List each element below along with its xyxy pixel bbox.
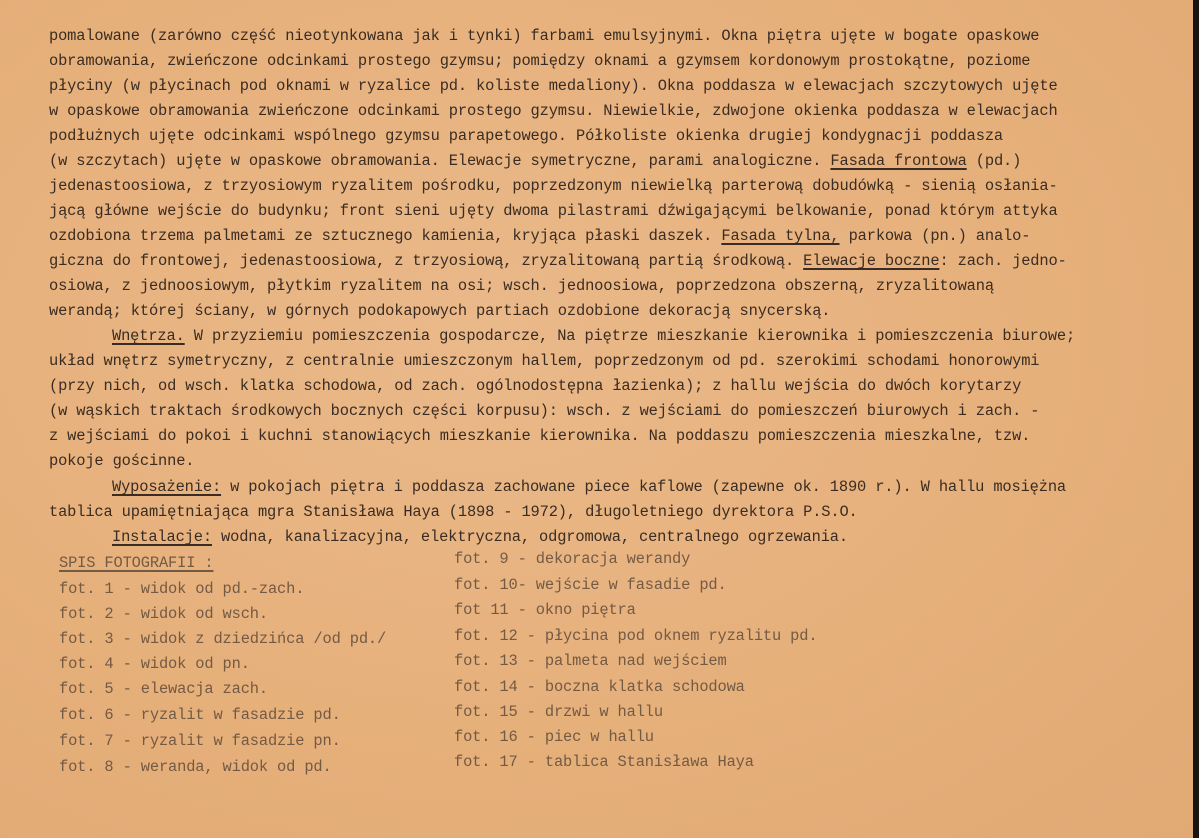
text-line bbox=[112, 478, 1066, 496]
text-segment: parkowa (pn.) analo- bbox=[839, 227, 1031, 245]
text-segment: giczna do frontowej, jedenastoosiowa, z trzyosiową, zryzalitowaną partią środkową. bbox=[49, 252, 795, 270]
text-line bbox=[112, 528, 848, 546]
text-segment: : zach. jedno- bbox=[939, 252, 1067, 270]
text-segment: (pd.) bbox=[966, 152, 1022, 170]
text-line: tablica upamiętniająca mgra Stanisława Haya (1898 - 1972), długoletniego dyrektora P.S.O. bbox=[49, 503, 858, 521]
section-heading-fasada-frontowa: Fasada frontowa bbox=[830, 152, 967, 170]
photo-list-item: fot. 12 - płycina pod oknem ryzalitu pd. bbox=[454, 627, 818, 645]
text-line: podłużnych ujęte odcinkami wspólnego gzymsu parapetowego. Półkoliste okienka drugiej kondygnacji poddasza bbox=[49, 127, 1004, 145]
text-line: (przy nich, od wsch. klatka schodowa, od zach. ogólnodostępna łazienka); z hallu wejścia do dwóch korytarzy bbox=[49, 377, 1022, 395]
photo-list-item: fot. 10- wejście w fasadie pd. bbox=[454, 576, 727, 594]
text-line: w opaskowe obramowania zwieńczone odcinkami prostego gzymsu. Niewielkie, zdwojone okienka poddasza w elewacjach bbox=[49, 102, 1058, 120]
text-segment: wodna, kanalizacyjna, elektryczna, odgromowa, centralnego ogrzewania. bbox=[211, 528, 848, 546]
text-line: pomalowane (zarówno część nieotynkowana jak i tynki) farbami emulsyjnymi. Okna piętra ujęte w bogate opaskowe bbox=[49, 27, 1040, 45]
text-line: układ wnętrz symetryczny, z centralnie umieszczonym hallem, poprzedzonym od pd. szerokimi schodami honorowymi bbox=[49, 352, 1040, 370]
text-line: płyciny (w płycinach pod oknami w ryzalice pd. koliste medaliony). Okna poddasza w elewacjach szczytowych ujęte bbox=[49, 77, 1058, 95]
text-line: jedenastoosiowa, z trzyosiowym ryzalitem pośrodku, poprzedzonym niewielką parterową dobudówką - sienią osłania- bbox=[49, 177, 1058, 195]
section-heading-wyposazenie: Wyposażenie: bbox=[112, 478, 222, 496]
photo-list-item: fot. 9 - dekoracja werandy bbox=[454, 550, 691, 568]
text-line: (w wąskich traktach środkowych bocznych części korpusu): wsch. z wejściami do pomieszczeń biurowych i zach. - bbox=[49, 402, 1040, 420]
photo-list-item: fot. 14 - boczna klatka schodowa bbox=[454, 678, 745, 696]
section-heading-elewacje-boczne: Elewacje boczne bbox=[803, 252, 940, 270]
photo-list-item: fot. 8 - weranda, widok od pd. bbox=[59, 758, 332, 776]
text-segment: W przyziemiu pomieszczenia gospodarcze, Na piętrze mieszkanie kierownika i pomieszczenia biurowe; bbox=[184, 327, 1076, 345]
text-segment: w pokojach piętra i poddasza zachowane piece kaflowe (zapewne ok. 1890 r.). W hallu mosiężna bbox=[221, 478, 1067, 496]
section-heading-instalacje: Instalacje: bbox=[112, 528, 212, 546]
photo-list-item: fot. 5 - elewacja zach. bbox=[59, 680, 268, 698]
photo-list-item: fot. 13 - palmeta nad wejściem bbox=[454, 652, 727, 670]
text-line: pokoje gościnne. bbox=[49, 452, 195, 470]
text-line: z wejściami do pokoi i kuchni stanowiących mieszkanie kierownika. Na poddaszu pomieszczenia mieszkalne, tzw. bbox=[49, 427, 1031, 445]
section-heading-fasada-tylna: Fasada tylna, bbox=[721, 227, 840, 245]
text-line bbox=[49, 152, 1021, 170]
photo-list-item: fot. 1 - widok od pd.-zach. bbox=[59, 580, 305, 598]
photo-list-item: fot. 7 - ryzalit w fasadzie pn. bbox=[59, 732, 341, 750]
photo-list-item: fot. 16 - piec w hallu bbox=[454, 728, 654, 746]
text-line: osiowa, z jednoosiowym, płytkim ryzalitem na osi; wsch. jednoosiowa, poprzedzona obszerną, zryzalitowaną bbox=[49, 277, 994, 295]
section-heading-wnetrza: Wnętrza. bbox=[112, 327, 185, 345]
photo-list-item: fot. 2 - widok od wsch. bbox=[59, 605, 268, 623]
page-edge bbox=[1193, 0, 1199, 838]
text-line: jącą główne wejście do budynku; front sieni ujęty dwoma pilastrami dźwigającymi belkowanie, ponad którym attyka bbox=[49, 202, 1058, 220]
photo-list-item: fot. 17 - tablica Stanisława Haya bbox=[454, 753, 754, 771]
text-segment: (w szczytach) ujęte w opaskowe obramowania. Elewacje symetryczne, parami analogiczne. bbox=[49, 152, 822, 170]
photo-list-item: fot. 3 - widok z dziedzińca /od pd./ bbox=[59, 630, 387, 648]
photo-list-item: fot. 15 - drzwi w hallu bbox=[454, 703, 663, 721]
photo-list-title: SPIS FOTOGRAFII : bbox=[59, 554, 214, 572]
photo-list-item: fot. 6 - ryzalit w fasadzie pd. bbox=[59, 706, 341, 724]
photo-list-item: fot. 4 - widok od pn. bbox=[59, 655, 250, 673]
text-line bbox=[49, 227, 1030, 245]
photo-list-item: fot 11 - okno piętra bbox=[454, 601, 636, 619]
text-line bbox=[49, 252, 1067, 270]
text-line: obramowania, zwieńczone odcinkami prostego gzymsu; pomiędzy oknami a gzymsem kordonowym prostokątne, poziome bbox=[49, 52, 1031, 70]
text-line: werandą; której ściany, w górnych podokapowych partiach ozdobione dekoracją snycerską. bbox=[49, 302, 831, 320]
text-line bbox=[112, 327, 1075, 345]
text-segment: ozdobiona trzema palmetami ze sztucznego kamienia, kryjąca płaski daszek. bbox=[49, 227, 713, 245]
